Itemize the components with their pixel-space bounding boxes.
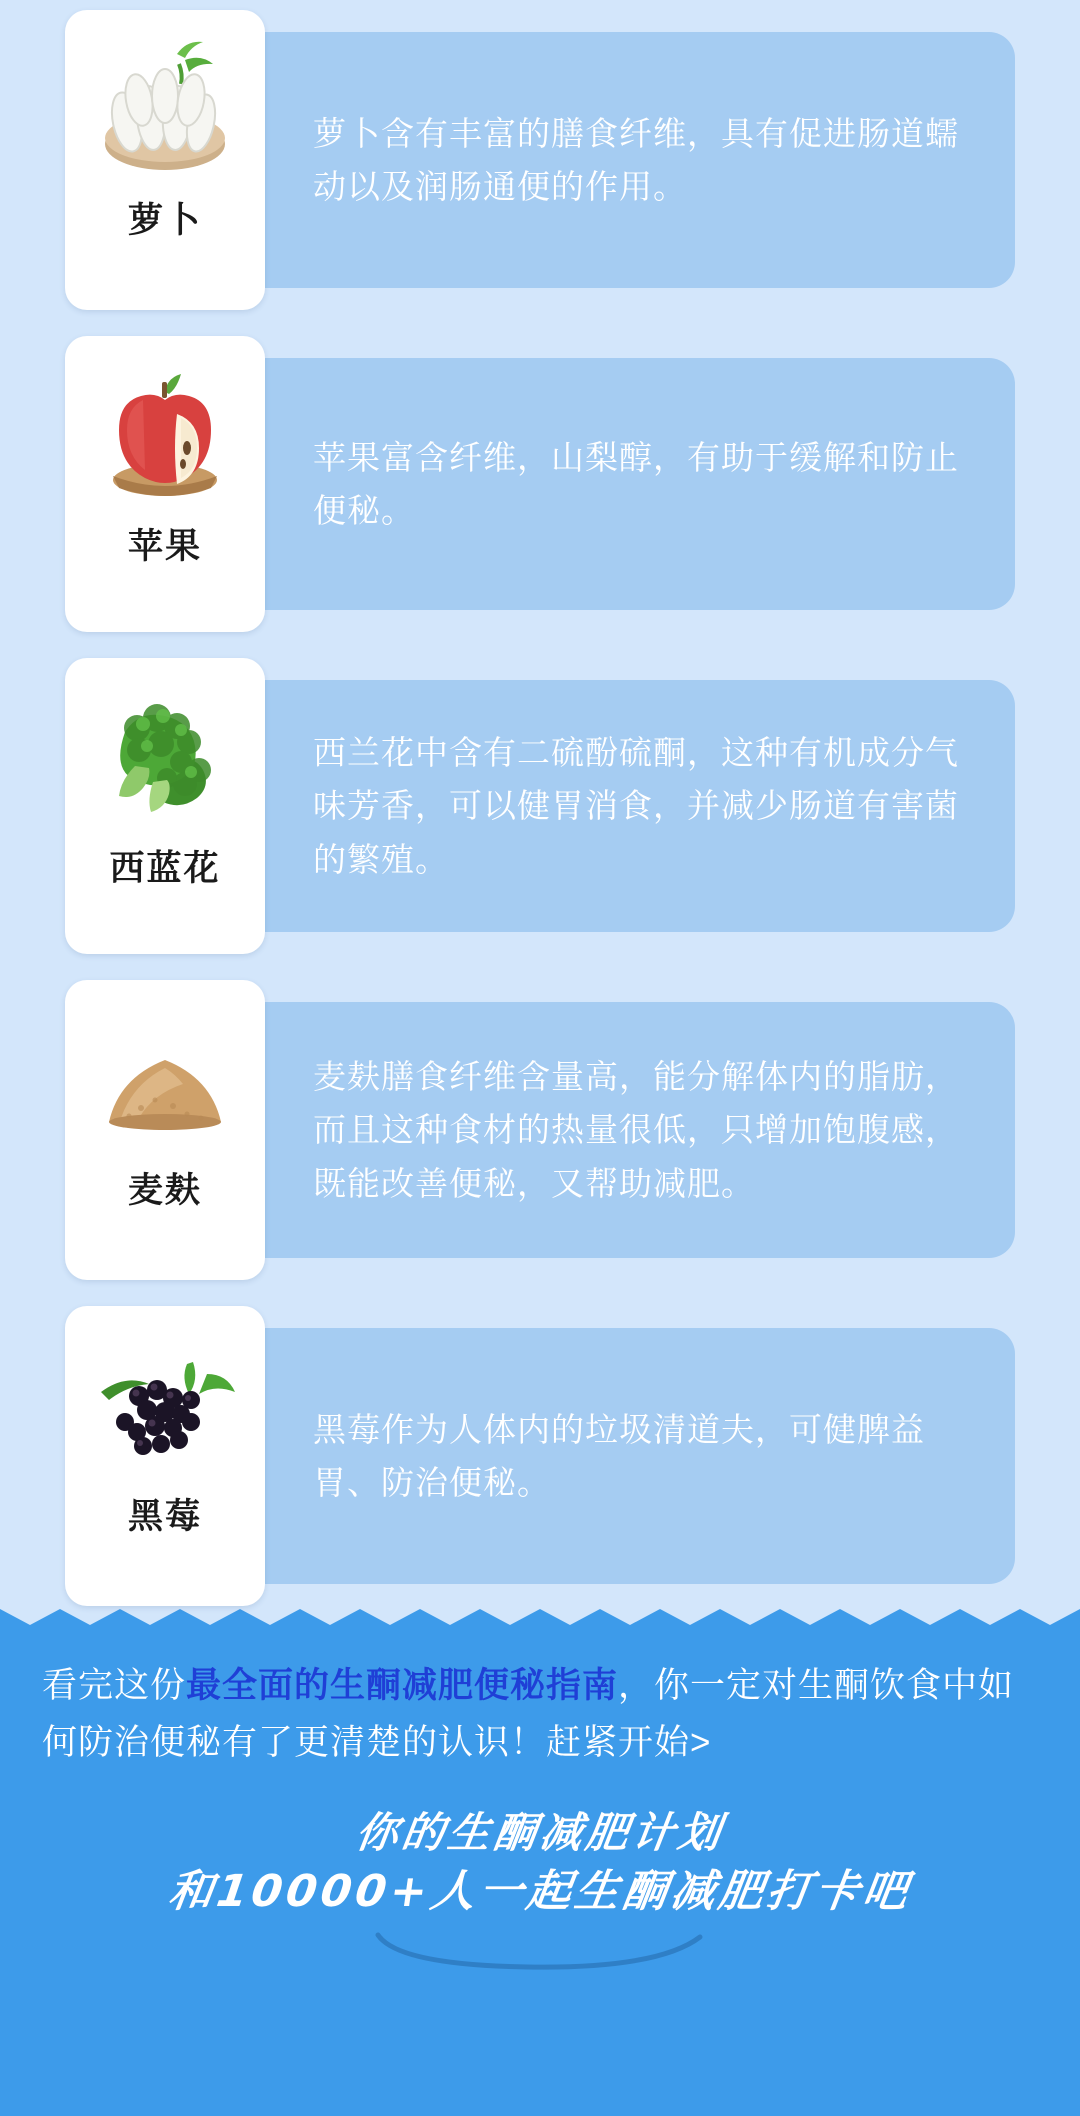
food-description: 麦麸膳食纤维含量高，能分解体内的脂肪，而且这种食材的热量很低，只增加饱腹感，既能改善便秘，又帮助减肥。 [313,1057,959,1202]
radish-icon [81,26,249,194]
food-thumbnail [65,658,265,954]
cta-paragraph [42,1658,1038,1771]
food-name: 黑莓 [127,1497,202,1536]
list-item [65,658,1015,954]
list-item [65,1306,1015,1606]
broccoli-icon [81,674,249,842]
list-item [65,336,1015,632]
food-description: 西兰花中含有二硫酚硫酮，这种有机成分气味芳香，可以健胃消食，并减少肠道有害菌的繁殖。 [313,733,959,878]
list-item [65,10,1015,310]
food-description: 苹果富含纤维，山梨醇，有助于缓解和防止便秘。 [313,438,959,529]
list-item [65,980,1015,1280]
wheat-bran-icon [81,996,249,1164]
food-description: 萝卜含有丰富的膳食纤维，具有促进肠道蠕动以及润肠通便的作用。 [313,114,959,205]
food-description-wrap [265,1306,1015,1606]
food-thumbnail [65,336,265,632]
food-thumbnail [65,980,265,1280]
food-description-wrap [265,658,1015,954]
handwritten-slogan [42,1805,1038,1975]
bottom-cta-section [0,1606,1080,2116]
food-thumbnail [65,10,265,310]
cta-prefix: 看完这份 [42,1666,187,1705]
food-description-wrap [265,336,1015,632]
food-description: 黑莓作为人体内的垃圾清道夫，可健脾益胃、防治便秘。 [313,1410,925,1501]
blackberry-icon [81,1322,249,1490]
food-name: 苹果 [127,527,202,566]
underline-swoosh-icon [370,1929,710,1975]
apple-icon [81,352,249,520]
cta-suffix: ，你一定对生酮饮食中如何防治便秘有了更清楚的认识！赶紧开始> [42,1666,1015,1762]
food-description-wrap [265,980,1015,1280]
food-name: 萝卜 [127,201,202,240]
zigzag-divider [0,1605,1080,1635]
food-thumbnail [65,1306,265,1606]
food-name: 西蓝花 [109,849,221,888]
food-description-wrap [265,10,1015,310]
cta-content [0,1658,1080,1975]
slogan-line-1: 你的生酮减肥计划 [352,1808,728,1858]
cta-highlight: 最全面的生酮减肥便秘指南 [186,1666,619,1705]
slogan-line-2: 和10000+人一起生酮减肥打卡吧 [165,1866,915,1918]
food-name: 麦麸 [127,1171,202,1210]
